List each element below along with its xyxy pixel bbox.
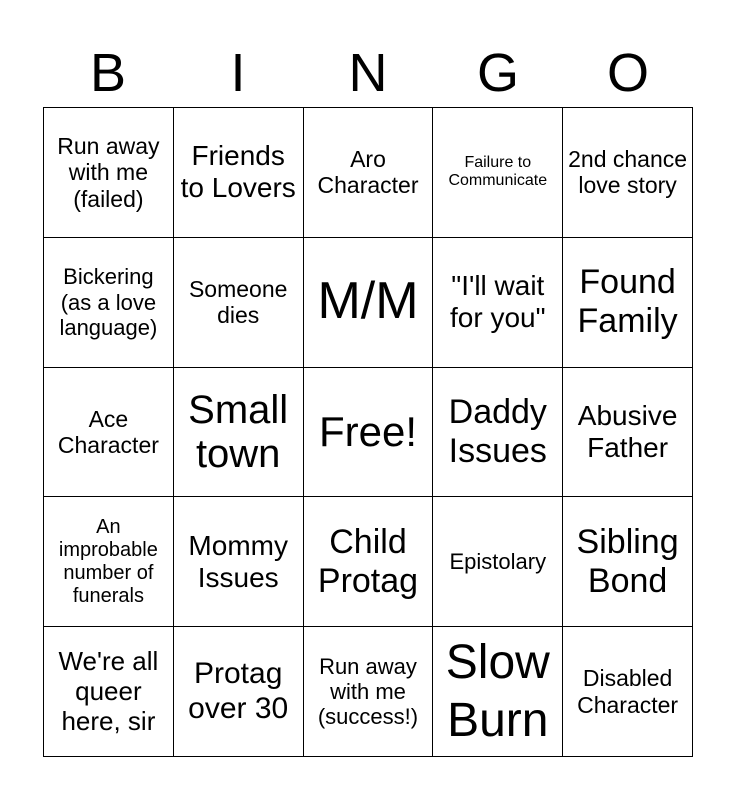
- bingo-cell[interactable]: M/M: [304, 238, 434, 368]
- bingo-cell[interactable]: Small town: [174, 368, 304, 498]
- bingo-cell[interactable]: Run away with me (failed): [44, 108, 174, 238]
- bingo-cell[interactable]: Sibling Bond: [563, 497, 693, 627]
- bingo-cell[interactable]: "I'll wait for you": [433, 238, 563, 368]
- bingo-cell[interactable]: Protag over 30: [174, 627, 304, 757]
- header-letter-n: N: [348, 43, 388, 103]
- bingo-board: [43, 107, 693, 757]
- bingo-cell[interactable]: Abusive Father: [563, 368, 693, 498]
- bingo-cell[interactable]: Bickering (as a love language): [44, 238, 174, 368]
- bingo-cell[interactable]: Epistolary: [433, 497, 563, 627]
- bingo-cell[interactable]: Daddy Issues: [433, 368, 563, 498]
- bingo-cell[interactable]: Friends to Lovers: [174, 108, 304, 238]
- bingo-cell[interactable]: Child Protag: [304, 497, 434, 627]
- bingo-cell[interactable]: Mommy Issues: [174, 497, 304, 627]
- bingo-header: [43, 40, 693, 106]
- bingo-cell free-space[interactable]: Free!: [304, 368, 434, 498]
- bingo-cell[interactable]: We're all queer here, sir: [44, 627, 174, 757]
- header-letter-g: G: [476, 43, 519, 103]
- header-letter-b: B: [89, 43, 127, 103]
- bingo-cell[interactable]: Slow Burn: [433, 627, 563, 757]
- bingo-cell[interactable]: Failure to Communicate: [433, 108, 563, 238]
- bingo-cell[interactable]: Aro Character: [304, 108, 434, 238]
- bingo-cell[interactable]: Someone dies: [174, 238, 304, 368]
- header-letter-o: O: [606, 43, 649, 103]
- bingo-cell[interactable]: 2nd chance love story: [563, 108, 693, 238]
- bingo-cell[interactable]: Disabled Character: [563, 627, 693, 757]
- bingo-cell[interactable]: Found Family: [563, 238, 693, 368]
- bingo-cell[interactable]: Run away with me (success!): [304, 627, 434, 757]
- header-letter-i: I: [230, 43, 246, 103]
- bingo-cell[interactable]: Ace Character: [44, 368, 174, 498]
- bingo-cell[interactable]: An improbable number of funerals: [44, 497, 174, 627]
